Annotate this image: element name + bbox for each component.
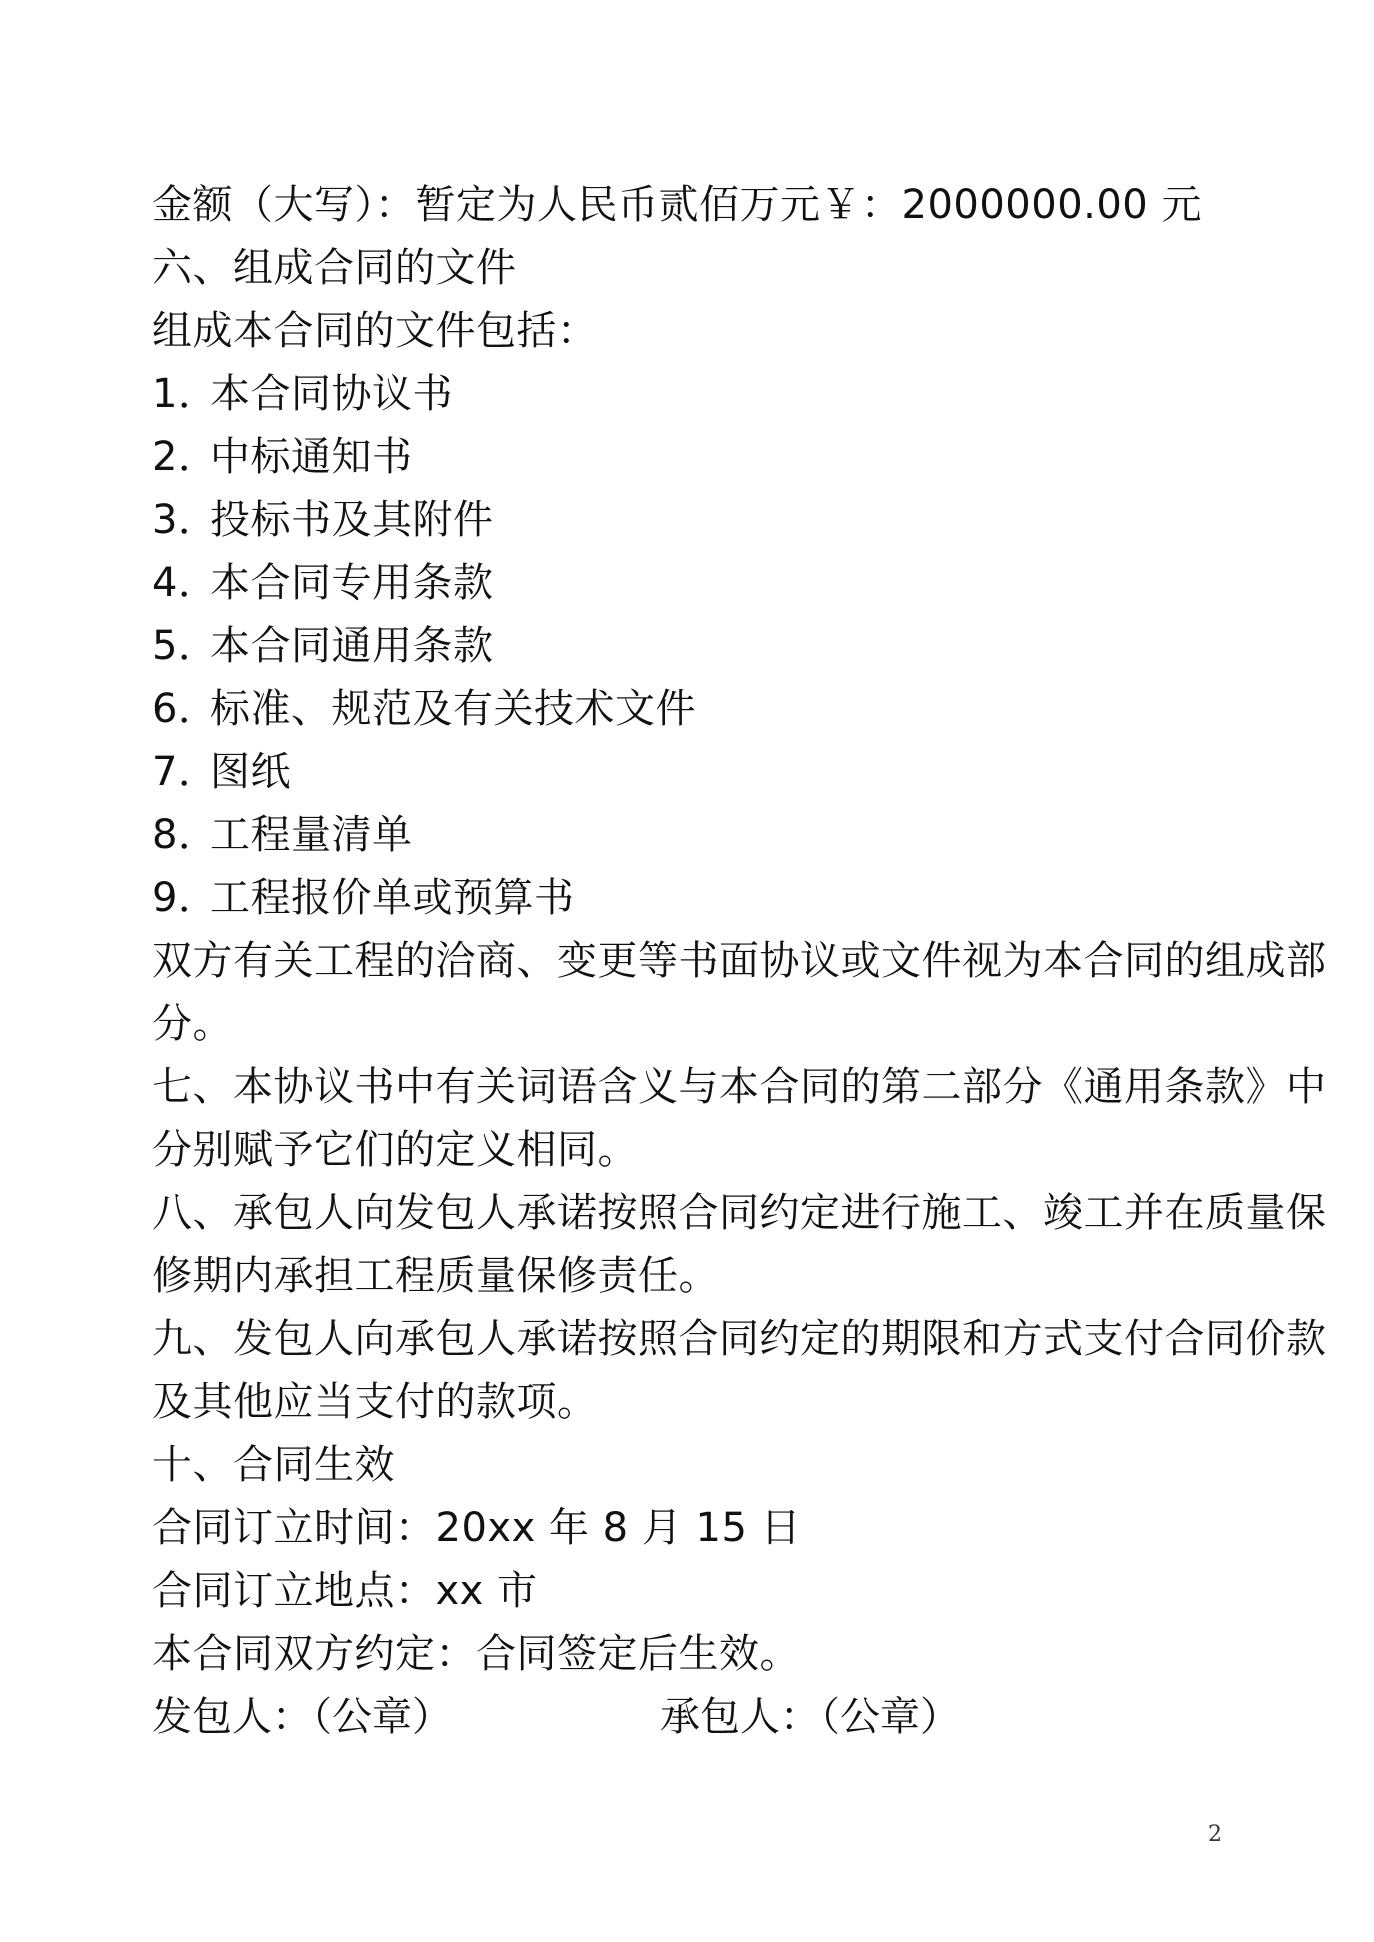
list-item: 2．中标通知书: [152, 434, 413, 480]
list-item: 8．工程量清单: [152, 812, 413, 858]
section-10-heading: 十、合同生效: [152, 1442, 395, 1488]
list-item: 4．本合同专用条款: [152, 560, 494, 606]
document-body: [152, 174, 1327, 1749]
list-item: 6．标准、规范及有关技术文件: [152, 686, 696, 732]
negotiation-paragraph-line-1: 双方有关工程的洽商、变更等书面协议或文件视为本合同的组成部: [152, 938, 1327, 984]
negotiation-paragraph-line-2: 分。: [152, 1001, 233, 1047]
contract-amount: 金额（大写）：暂定为人民币贰佰万元￥：2000000.00 元: [152, 182, 1202, 228]
list-item: 5．本合同通用条款: [152, 623, 494, 669]
section-6-intro: 组成本合同的文件包括：: [152, 308, 598, 354]
signing-place: 合同订立地点：xx 市: [152, 1568, 538, 1614]
effective-clause: 本合同双方约定：合同签定后生效。: [152, 1631, 800, 1677]
signature-row: [152, 1686, 1242, 1749]
employer-seal: 发包人：（公章）: [152, 1694, 452, 1740]
section-6-heading: 六、组成合同的文件: [152, 245, 517, 291]
section-8-line-2: 修期内承担工程质量保修责任。: [152, 1253, 719, 1299]
page-number: 2: [1208, 1822, 1222, 1847]
signing-date: 合同订立时间：20xx 年 8 月 15 日: [152, 1505, 802, 1551]
section-7-line-1: 七、本协议书中有关词语含义与本合同的第二部分《通用条款》中: [152, 1064, 1327, 1110]
list-item: 3．投标书及其附件: [152, 497, 494, 543]
list-item: 7．图纸: [152, 749, 291, 795]
list-item: 1．本合同协议书: [152, 371, 453, 417]
section-9-line-1: 九、发包人向承包人承诺按照合同约定的期限和方式支付合同价款: [152, 1316, 1327, 1362]
list-item: 9．工程报价单或预算书: [152, 875, 575, 921]
section-9-line-2: 及其他应当支付的款项。: [152, 1379, 598, 1425]
section-7-line-2: 分别赋予它们的定义相同。: [152, 1127, 638, 1173]
contractor-seal: 承包人：（公章）: [660, 1694, 960, 1740]
section-8-line-1: 八、承包人向发包人承诺按照合同约定进行施工、竣工并在质量保: [152, 1190, 1327, 1236]
